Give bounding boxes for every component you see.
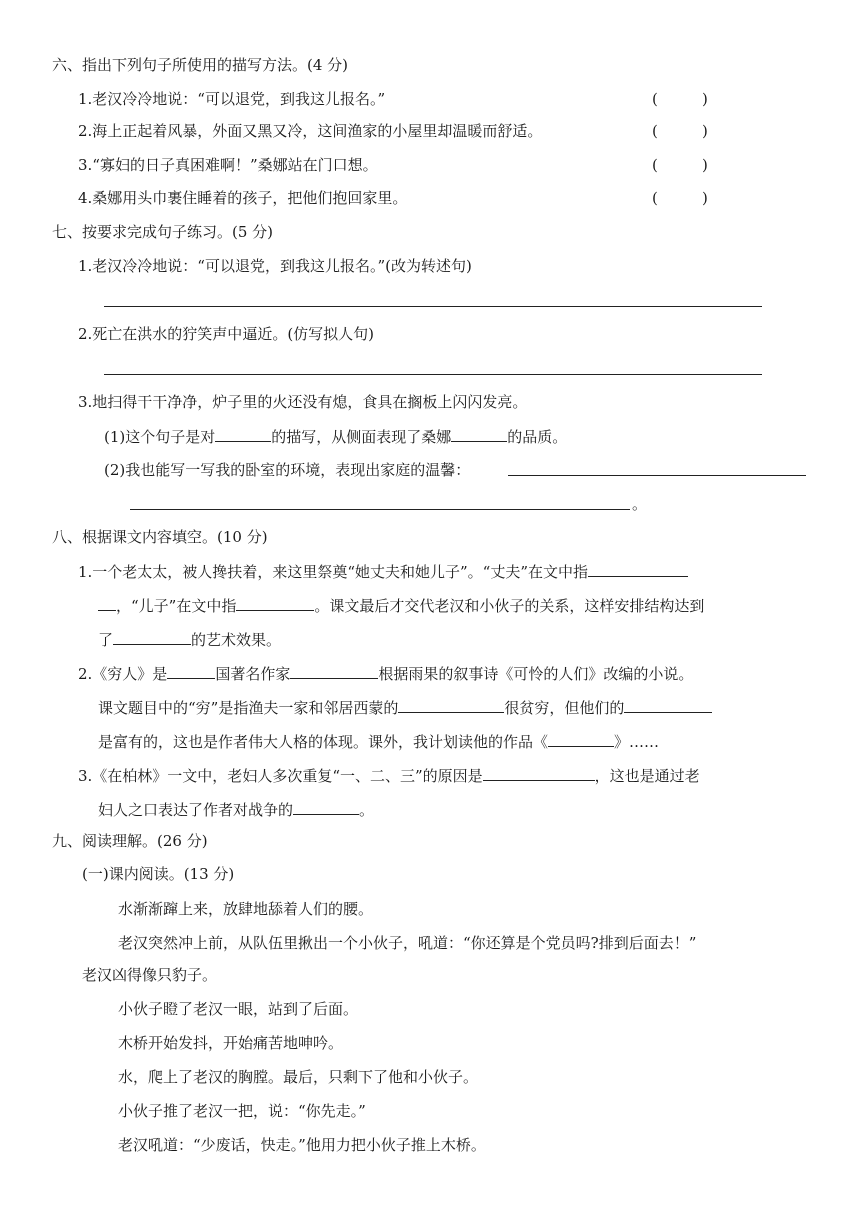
sec8-q1-line3 bbox=[98, 628, 281, 651]
fill-blank bbox=[624, 696, 712, 713]
section-9-heading: 九、阅读理解。(26 分) bbox=[52, 832, 208, 850]
sec8-q2-line1 bbox=[78, 662, 693, 685]
sec6-item-2: 2.海上正起着风暴，外面又黑又冷，这间渔家的小屋里却温暖而舒适。 bbox=[78, 122, 543, 140]
reading-paragraph: 水渐渐蹿上来，放肆地舔着人们的腰。 bbox=[118, 900, 374, 918]
answer-line-q1 bbox=[104, 306, 762, 307]
reading-paragraph: 小伙子瞪了老汉一眼，站到了后面。 bbox=[118, 1000, 359, 1018]
fill-blank bbox=[98, 594, 116, 611]
sec8-q1-text-b: ，“儿子”在文中指 bbox=[116, 597, 237, 615]
sec8-q3-text-a: 3.《在柏林》一文中，老妇人多次重复“一、二、三”的原因是 bbox=[78, 767, 483, 785]
answer-paren-close-3: ) bbox=[702, 156, 708, 174]
sec7-q3-part1-text-b: 的描写，从侧面表现了桑娜 bbox=[271, 428, 452, 446]
sec7-q1: 1.老汉冷冷地说：“可以退党，到我这儿报名。”(改为转述句) bbox=[78, 257, 472, 275]
sec8-q2-text-a: 2.《穷人》是 bbox=[78, 665, 168, 683]
section-6-heading: 六、指出下列句子所使用的描写方法。(4 分) bbox=[52, 56, 349, 74]
sec7-q3-part2: (2)我也能写一写我的卧室的环境，表现出家庭的温馨： bbox=[104, 461, 471, 479]
fill-blank bbox=[293, 798, 359, 815]
sec8-q2-text-g: 》…… bbox=[614, 733, 660, 751]
sec6-item-4: 4.桑娜用头巾裹住睡着的孩子，把他们抱回家里。 bbox=[78, 189, 408, 207]
sec8-q2-text-c: 根据雨果的叙事诗《可怜的人们》改编的小说。 bbox=[378, 665, 694, 683]
reading-paragraph: 老汉吼道：“少废话，快走。”他用力把小伙子推上木桥。 bbox=[118, 1136, 486, 1154]
sec8-q3-text-c: 妇人之口表达了作者对战争的 bbox=[98, 801, 294, 819]
answer-paren-open-1: ( bbox=[652, 90, 658, 108]
sec8-q2-text-b: 国著名作家 bbox=[215, 665, 291, 683]
sec8-q2-line3 bbox=[98, 730, 659, 753]
sec7-q3-part1-text-c: 的品质。 bbox=[507, 428, 568, 446]
sec7-q3-part1-text-a: (1)这个句子是对 bbox=[104, 428, 216, 446]
answer-paren-open-2: ( bbox=[652, 122, 658, 140]
answer-paren-close-4: ) bbox=[702, 189, 708, 207]
section-7-heading: 七、按要求完成句子练习。(5 分) bbox=[52, 223, 274, 241]
fill-blank bbox=[588, 560, 688, 577]
answer-line-q2 bbox=[104, 374, 762, 375]
sec7-q2: 2.死亡在洪水的狞笑声中逼近。(仿写拟人句) bbox=[78, 325, 375, 343]
sec8-q3-line2 bbox=[98, 798, 374, 821]
fill-blank bbox=[451, 425, 507, 442]
sec8-q2-text-d: 课文题目中的“穷”是指渔夫一家和邻居西蒙的 bbox=[98, 699, 399, 717]
sec9-subheading: (一)课内阅读。(13 分) bbox=[82, 865, 235, 883]
section-8-heading: 八、根据课文内容填空。(10 分) bbox=[52, 528, 268, 546]
reading-paragraph: 木桥开始发抖，开始痛苦地呻吟。 bbox=[118, 1034, 344, 1052]
sec8-q1-line1 bbox=[78, 560, 688, 583]
reading-paragraph: 水，爬上了老汉的胸膛。最后，只剩下了他和小伙子。 bbox=[118, 1068, 479, 1086]
answer-line-q3b-1 bbox=[508, 475, 806, 476]
fill-blank bbox=[548, 730, 614, 747]
fill-blank bbox=[215, 425, 271, 442]
sec6-item-1: 1.老汉冷冷地说：“可以退党，到我这儿报名。” bbox=[78, 90, 386, 108]
answer-paren-open-3: ( bbox=[652, 156, 658, 174]
answer-paren-close-2: ) bbox=[702, 122, 708, 140]
sec8-q1-text-e: 的艺术效果。 bbox=[191, 631, 282, 649]
sec6-item-3: 3.“寡妇的日子真困难啊！”桑娜站在门口想。 bbox=[78, 156, 378, 174]
sec8-q3-line1 bbox=[78, 764, 700, 787]
reading-paragraph: 老汉突然冲上前，从队伍里揪出一个小伙子，吼道：“你还算是个党员吗?排到后面去！” bbox=[118, 934, 697, 952]
fill-blank bbox=[483, 764, 595, 781]
sec8-q3-text-b: ，这也是通过老 bbox=[594, 767, 700, 785]
sec8-q2-text-e: 很贫穷，但他们的 bbox=[504, 699, 625, 717]
reading-paragraph: 小伙子推了老汉一把，说：“你先走。” bbox=[118, 1102, 366, 1120]
answer-line-q3b-2 bbox=[130, 509, 630, 510]
sec8-q2-line2 bbox=[98, 696, 712, 719]
fill-blank bbox=[290, 662, 378, 679]
sec8-q1-text: 1.一个老太太，被人搀扶着，来这里祭奠“她丈夫和她儿子”。“丈夫”在文中指 bbox=[78, 563, 588, 581]
reading-paragraph: 老汉凶得像只豹子。 bbox=[82, 966, 218, 984]
sec7-q3-end-mark: 。 bbox=[632, 495, 648, 513]
sec8-q2-text-f: 是富有的，这也是作者伟大人格的体现。课外，我计划读他的作品《 bbox=[98, 733, 549, 751]
fill-blank bbox=[236, 594, 314, 611]
fill-blank bbox=[113, 628, 191, 645]
sec8-q1-text-c: 。课文最后才交代老汉和小伙子的关系，这样安排结构达到 bbox=[314, 597, 705, 615]
sec7-q3-part1 bbox=[104, 425, 567, 448]
sec8-q1-text-d: 了 bbox=[98, 631, 114, 649]
sec8-q3-text-d: 。 bbox=[359, 801, 375, 819]
fill-blank bbox=[167, 662, 215, 679]
sec8-q1-line2 bbox=[98, 594, 704, 617]
sec7-q3: 3.地扫得干干净净，炉子里的火还没有熄，食具在搁板上闪闪发亮。 bbox=[78, 393, 528, 411]
answer-paren-open-4: ( bbox=[652, 189, 658, 207]
answer-paren-close-1: ) bbox=[702, 90, 708, 108]
fill-blank bbox=[398, 696, 504, 713]
